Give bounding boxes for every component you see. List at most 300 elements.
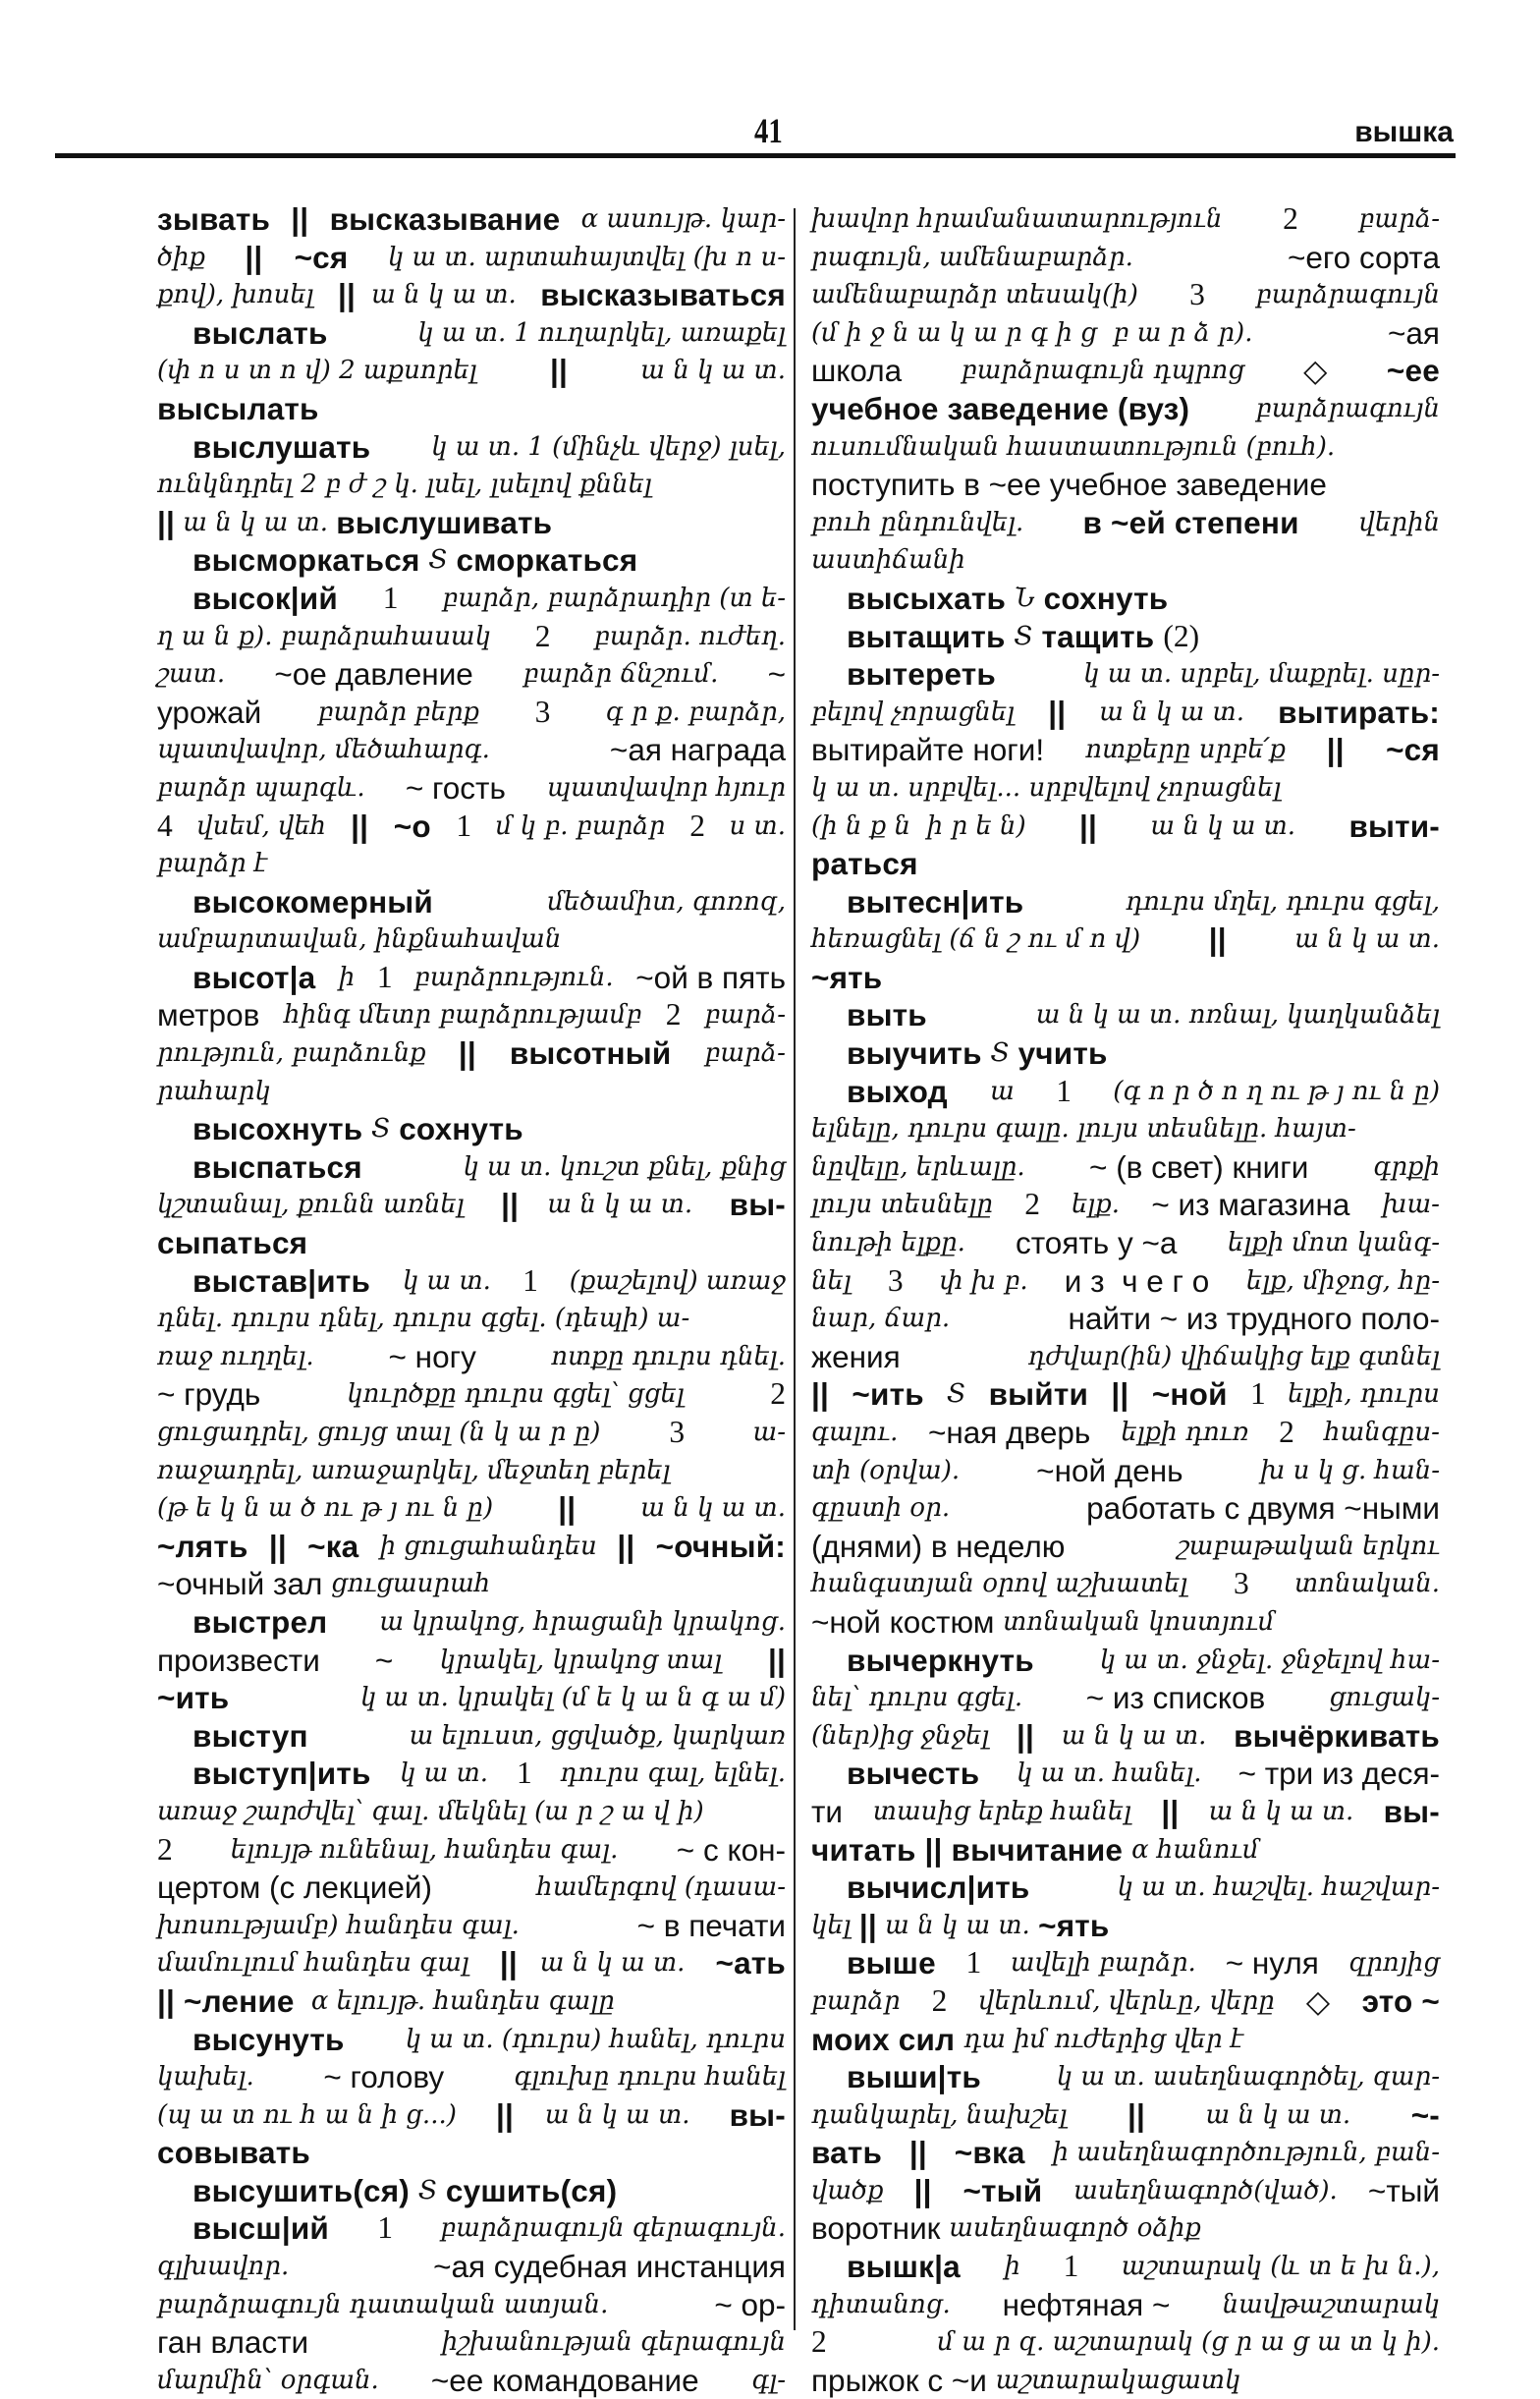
armenian-text: աշտարակ (և տ ե խ ն.), xyxy=(1121,2252,1440,2282)
armenian-text: ի ցուցահանդես xyxy=(379,1531,606,1561)
armenian-text: բելով չորացնել xyxy=(811,697,1023,727)
dictionary-line xyxy=(811,1148,1440,1187)
russian-text: ~ая судебная инстанция xyxy=(433,2249,786,2285)
dictionary-line xyxy=(811,428,1440,467)
armenian-text: բարձ- xyxy=(1358,204,1440,234)
dictionary-line xyxy=(811,1528,1440,1566)
dictionary-line xyxy=(157,428,786,467)
armenian-text: ռաջադրել, առաջարկել, մեջտեղ բերել xyxy=(157,1455,671,1485)
russian-text: 1 xyxy=(1056,1073,1079,1108)
page-number: 41 xyxy=(754,111,783,150)
russian-text: 1 xyxy=(456,808,479,843)
dictionary-line xyxy=(157,2248,786,2286)
russian-text: метров xyxy=(157,997,269,1033)
dictionary-line xyxy=(157,200,786,239)
headword-text: ~ление xyxy=(175,1982,303,2019)
dictionary-line xyxy=(157,2172,786,2210)
dictionary-line xyxy=(157,2134,786,2172)
dictionary-line xyxy=(157,694,786,732)
dictionary-line xyxy=(811,504,1440,542)
russian-text: ~тый xyxy=(1367,2172,1440,2208)
armenian-text: ա ն կ ա տ. xyxy=(632,356,786,386)
russian-text: 3 xyxy=(1189,277,1213,312)
dictionary-line xyxy=(157,1375,786,1414)
headword-text: || xyxy=(1208,921,1227,958)
armenian-text: ցուցակ- xyxy=(1329,1683,1440,1713)
armenian-text: րություն, բարձունք xyxy=(157,1038,434,1069)
armenian-text: մ ա ր զ. աշտարակ (ց ր ա ց ա տ կ ի). xyxy=(937,2327,1440,2358)
russian-text: 1 xyxy=(522,1262,546,1298)
dictionary-line xyxy=(811,2209,1440,2248)
armenian-text: (ներ)ից ջնջել xyxy=(811,1720,998,1751)
headword-text: выйти xyxy=(979,1376,1097,1413)
headword-text: || xyxy=(1161,1793,1180,1829)
russian-text: найти ~ из трудного поло- xyxy=(1068,1301,1440,1337)
dictionary-line xyxy=(811,1831,1440,1869)
armenian-text: ամբարտավան, ինքնահավան xyxy=(157,924,562,955)
headword-text: ~ной xyxy=(1142,1376,1237,1413)
russian-text: 1 xyxy=(377,2210,401,2246)
armenian-text: կշտանալ, քունն առնել xyxy=(157,1190,472,1220)
russian-text: ~ (в свет) книги xyxy=(1089,1148,1318,1185)
headword-text: высказывание xyxy=(320,201,570,237)
armenian-text: Տ xyxy=(417,2175,437,2205)
armenian-text: կ ա տ. սրբվել... սրբվելով չորացնել xyxy=(811,772,1282,803)
armenian-text: գրքի xyxy=(1373,1151,1440,1182)
russian-text: урожай xyxy=(157,694,271,730)
armenian-text: կ ա տ. կուշտ քնել, քնից xyxy=(463,1151,786,1182)
headword-text: выслушать xyxy=(192,428,380,465)
armenian-text: տոնական. xyxy=(1293,1569,1440,1599)
headword-text: высот|а xyxy=(192,959,325,995)
headword-text: выслушивать xyxy=(336,504,553,540)
dictionary-line xyxy=(811,655,1440,694)
headword-text: ~ка xyxy=(299,1528,368,1564)
headword-text: ~ся xyxy=(1377,732,1440,768)
headword-text: || xyxy=(913,2172,932,2208)
russian-text: ~ ногу xyxy=(388,1338,485,1374)
dictionary-line xyxy=(157,2096,786,2135)
russian-text: ~ной костюм xyxy=(811,1603,1004,1640)
dictionary-line xyxy=(811,1375,1440,1414)
headword-text: выстав|ить xyxy=(192,1262,380,1299)
dictionary-line xyxy=(811,883,1440,921)
armenian-text: բարձրագույն գերագույն. xyxy=(440,2213,786,2244)
dictionary-line xyxy=(157,731,786,769)
headword-text: высотный xyxy=(500,1035,681,1072)
dictionary-line xyxy=(811,996,1440,1034)
headword-text: ~ять xyxy=(811,959,883,995)
russian-text: ~ грудь xyxy=(157,1376,270,1413)
russian-text: 3 xyxy=(669,1415,692,1449)
dictionary-line xyxy=(157,2323,786,2362)
headword-text: ~вка xyxy=(945,2135,1034,2171)
armenian-text: խոսությամբ) հանդես գալ. xyxy=(157,1910,528,1940)
dictionary-line xyxy=(811,1414,1440,1452)
headword-text: ~тый xyxy=(954,2172,1052,2208)
armenian-text: կ ա տ. արտահայտվել (խ ո ս- xyxy=(379,242,786,272)
headword-text: || xyxy=(1111,1376,1129,1413)
headword-text: вычитание xyxy=(942,1831,1132,1868)
dictionary-line xyxy=(811,1262,1440,1301)
armenian-text: մեծամիտ, գոռոզ, xyxy=(547,886,786,917)
running-head: вышка xyxy=(1354,116,1454,148)
armenian-text: իշխանության գերագույն xyxy=(441,2327,786,2358)
dictionary-line xyxy=(157,580,786,618)
armenian-text: կ ա տ. հաշվել. հաշվար- xyxy=(1117,1872,1440,1903)
dictionary-line xyxy=(811,1338,1440,1376)
headword-text: || xyxy=(924,1831,943,1868)
armenian-text: հինգ մետր բարձրությամբ xyxy=(284,1000,650,1031)
russian-text: работать с двумя ~ными xyxy=(1086,1490,1440,1527)
armenian-text: բարձ- xyxy=(704,1038,786,1069)
headword-text: || xyxy=(157,1982,176,2019)
dictionary-line xyxy=(157,1755,786,1793)
russian-text: воротник xyxy=(811,2210,950,2247)
headword-text: вытащить xyxy=(847,618,1015,654)
dictionary-line xyxy=(157,1679,786,1717)
dictionary-line xyxy=(157,618,786,656)
armenian-text: նար, ճար. xyxy=(811,1304,959,1334)
headword-text: ~ить xyxy=(843,1376,933,1413)
armenian-text: (քաշելով) առաջ xyxy=(569,1265,786,1296)
armenian-text: րագույն, ամենաբարձր. xyxy=(811,242,1142,272)
column-divider xyxy=(794,208,796,2330)
headword-text: вычесть xyxy=(847,1756,989,1792)
dictionary-line xyxy=(157,1907,786,1945)
armenian-text: խա- xyxy=(1382,1190,1440,1220)
headword-text: || xyxy=(499,1945,518,1981)
armenian-text: նել՝ դուրս գցել. xyxy=(811,1683,1031,1713)
dictionary-line xyxy=(157,1148,786,1187)
armenian-text: ա ն կ ա տ. xyxy=(1287,924,1440,955)
russian-text: (днями) в неделю xyxy=(811,1528,1074,1564)
headword-text: выти- xyxy=(1348,808,1440,844)
armenian-text: գալու. xyxy=(811,1418,907,1447)
russian-text: 1 xyxy=(1250,1376,1274,1412)
armenian-text: կ ա տ. (դուրս) հանել, դուրս xyxy=(405,2024,786,2054)
armenian-text: շատ. xyxy=(157,659,234,690)
headword-text: вышк|а xyxy=(847,2249,969,2285)
headword-text: || xyxy=(157,504,176,540)
dictionary-line xyxy=(157,239,786,277)
armenian-text: (գ ո ր ծ ո ղ ու թ յ ու ն ը) xyxy=(1113,1076,1440,1106)
russian-text: 2 xyxy=(689,808,713,843)
armenian-text: կ ա տ. սրբել, մաքրել. սըր- xyxy=(1083,659,1440,690)
headword-text: || xyxy=(858,1907,877,1943)
dictionary-line xyxy=(157,1338,786,1376)
dictionary-line xyxy=(157,314,786,353)
armenian-text: վածք xyxy=(811,2175,892,2205)
armenian-text: ի xyxy=(338,962,363,992)
armenian-text: րահարկ xyxy=(157,1076,271,1106)
armenian-text: մ կ բ. բարձր xyxy=(495,810,674,841)
headword-text: моих сил xyxy=(811,2021,964,2057)
russian-text: ~ нуля xyxy=(1225,1945,1328,1981)
russian-text: ~ое давление xyxy=(274,656,482,693)
armenian-text: գըստի օր. xyxy=(811,1493,959,1524)
dictionary-line xyxy=(811,2096,1440,2135)
dictionary-line xyxy=(811,921,1440,959)
armenian-text: կ ա տ. ջնջել. ջնջելով հա- xyxy=(1099,1645,1440,1675)
russian-text: 3 xyxy=(1233,1566,1257,1601)
dictionary-line xyxy=(157,921,786,959)
dictionary-line xyxy=(811,239,1440,277)
headword-text: ~о xyxy=(384,808,440,844)
dictionary-line xyxy=(811,580,1440,618)
dictionary-line xyxy=(811,1793,1440,1831)
armenian-text: ցուցադրել, ցույց տալ (ն կ ա ր ը) xyxy=(157,1418,609,1447)
dictionary-line xyxy=(811,1452,1440,1490)
armenian-text: ուսումնական հաստատություն (բուհ). xyxy=(811,431,1336,462)
headword-text: вычисл|ить xyxy=(847,1869,1039,1906)
armenian-text: կ ա տ. 1 ուղարկել, առաքել xyxy=(410,317,786,348)
dictionary-line xyxy=(811,352,1440,390)
headword-text: выть xyxy=(847,997,936,1033)
dictionary-line xyxy=(157,2209,786,2248)
armenian-text: դնել. դուրս դնել, դուրս գցել. (դեպի) ա- xyxy=(157,1304,690,1334)
dictionary-line xyxy=(157,1034,786,1073)
dictionary-line xyxy=(811,1679,1440,1717)
armenian-text: ի ասեղնագործություն, բան- xyxy=(1052,2138,1440,2168)
russian-text: 2 xyxy=(665,997,689,1032)
headword-text: высморкаться xyxy=(192,542,429,579)
armenian-text: աշտարակացատկ xyxy=(995,2365,1241,2395)
headword-text: сушить(ся) xyxy=(436,2172,618,2208)
russian-text: 1 xyxy=(376,959,401,994)
russian-text: и з ч е г о xyxy=(1064,1262,1219,1299)
armenian-text: ա ն կ ա տ. xyxy=(1197,2099,1359,2130)
armenian-text: համերգով (դասա- xyxy=(536,1872,786,1903)
armenian-text: բարձր ճնշում. xyxy=(522,659,727,690)
dictionary-line xyxy=(157,1186,786,1224)
dictionary-line xyxy=(157,808,786,846)
armenian-text: բարձր է xyxy=(157,849,268,879)
russian-text: жения xyxy=(811,1338,909,1374)
armenian-text: ասեղնագործ օձիք xyxy=(949,2213,1201,2244)
dictionary-line xyxy=(157,1565,786,1603)
armenian-text: բարձր պարգև. xyxy=(157,772,373,803)
headword-text: вычеркнуть xyxy=(847,1642,1043,1678)
dictionary-line xyxy=(811,200,1440,239)
armenian-text: տոնական կոստյում xyxy=(1003,1606,1275,1637)
dictionary-line xyxy=(157,959,786,997)
dictionary-line xyxy=(811,2286,1440,2324)
armenian-text: հանգստյան օրով աշխատել xyxy=(811,1569,1196,1599)
dictionary-line xyxy=(157,1944,786,1982)
headword-text: || xyxy=(908,2135,927,2171)
armenian-text: կ ա տ. ասեղնագործել, զար- xyxy=(1056,2062,1440,2092)
russian-text: ~ной день xyxy=(1036,1452,1192,1488)
armenian-text: նել xyxy=(811,1265,860,1296)
russian-text: ~ три из деся- xyxy=(1238,1756,1440,1792)
dictionary-line xyxy=(811,1603,1440,1642)
headword-text: сыпаться xyxy=(157,1225,308,1261)
dictionary-line xyxy=(811,2021,1440,2059)
armenian-text: զրոյից xyxy=(1348,1948,1440,1979)
dictionary-line xyxy=(811,1224,1440,1262)
armenian-text: ելք, միջոց, հը- xyxy=(1245,1265,1440,1296)
dictionary-line xyxy=(157,1528,786,1566)
armenian-text: փ խ բ. xyxy=(939,1265,1036,1296)
armenian-text: կրակել, կրակոց տալ xyxy=(439,1645,731,1675)
headword-text: || xyxy=(1326,732,1345,768)
dictionary-line xyxy=(811,845,1440,883)
russian-text: школа xyxy=(811,353,910,389)
armenian-text: դա իմ ուժերից վեր է xyxy=(963,2024,1244,2054)
headword-text: сохнуть xyxy=(390,1111,523,1147)
russian-text: ~ голову xyxy=(323,2059,453,2095)
dictionary-line xyxy=(811,276,1440,314)
dictionary-line xyxy=(157,769,786,808)
armenian-text: ա ն կ ա տ. xyxy=(371,280,525,310)
dictionary-line xyxy=(811,466,1440,504)
armenian-text: ավելի բարձր. xyxy=(1010,1948,1205,1979)
armenian-text: բարձր, բարձրադիր (տ ե- xyxy=(442,583,786,613)
headword-text: раться xyxy=(811,846,918,882)
russian-text: ◇ xyxy=(1303,353,1337,389)
headword-text: вытирать: xyxy=(1278,694,1440,730)
armenian-text: ա ն կ ա տ. xyxy=(1053,1720,1215,1751)
headword-text: вы- xyxy=(729,2096,786,2133)
headword-text: вытереть xyxy=(847,656,1005,693)
dictionary-line xyxy=(157,2286,786,2324)
russian-text: ~его сорта xyxy=(1287,239,1440,275)
armenian-text: բուհ ընդունվել. xyxy=(811,507,1032,537)
russian-text: 2 xyxy=(1283,201,1306,236)
headword-text: || xyxy=(549,353,569,389)
dictionary-line xyxy=(811,1755,1440,1793)
dictionary-line xyxy=(157,466,786,504)
right-column xyxy=(811,200,1440,2399)
dictionary-line xyxy=(811,769,1440,808)
headword-text: вать xyxy=(811,2135,892,2171)
russian-text: ~ в печати xyxy=(636,1907,786,1943)
dictionary-line xyxy=(811,1489,1440,1528)
dictionary-line xyxy=(811,1642,1440,1680)
dictionary-line xyxy=(157,1414,786,1452)
russian-text: ~очный зал xyxy=(157,1566,332,1602)
armenian-text: ելքի դուռ xyxy=(1121,1418,1257,1447)
headword-text: учить xyxy=(1009,1035,1108,1072)
armenian-text: ելք. xyxy=(1071,1190,1128,1220)
armenian-text: կել xyxy=(811,1910,859,1940)
armenian-text: հեռացնել (ճ ն շ ու մ ո վ) xyxy=(811,924,1149,955)
armenian-text: նավթաշտարակ xyxy=(1222,2289,1440,2319)
armenian-text: դուրս մղել, դուրս գցել, xyxy=(1126,886,1440,917)
dictionary-line xyxy=(157,1642,786,1680)
dictionary-line xyxy=(811,2134,1440,2172)
armenian-text: դժվար(ին) վիճակից ելք գտնել xyxy=(1027,1341,1440,1371)
dictionary-line xyxy=(157,276,786,314)
headword-text: || xyxy=(458,1035,476,1072)
dictionary-line xyxy=(811,618,1440,656)
russian-text: ◇ xyxy=(1305,1982,1339,2019)
headword-text: || xyxy=(501,1187,520,1223)
armenian-text: քով), խոսել xyxy=(157,280,322,310)
dictionary-line xyxy=(157,996,786,1034)
dictionary-line xyxy=(811,1034,1440,1073)
armenian-text: ծիք xyxy=(157,242,214,272)
headword-text: ~очный: xyxy=(646,1528,786,1564)
armenian-text: (մ ի ջ ն ա կ ա ր գ ի ց բ ա ր ձ ր). xyxy=(811,317,1261,348)
russian-text: (2) xyxy=(1163,618,1200,653)
headword-text: высказываться xyxy=(540,277,786,313)
dictionary-line xyxy=(811,2058,1440,2096)
armenian-text: ա ն կ ա տ. xyxy=(539,1948,693,1979)
dictionary-line xyxy=(157,1982,786,2021)
headword-text: высохнуть xyxy=(192,1111,372,1147)
armenian-text: (թ ե կ ն ա ծ ու թ յ ու ն ը) xyxy=(157,1493,502,1524)
dictionary-line xyxy=(811,541,1440,580)
armenian-text: ա կրակոց, հրացանի կրակոց. xyxy=(379,1606,786,1637)
russian-text: нефтяная ~ xyxy=(1002,2286,1180,2322)
dictionary-line xyxy=(811,1907,1440,1945)
russian-text: 2 xyxy=(534,618,559,653)
armenian-text: առաջ շարժվել՝ գալ. մեկնել (ա ր շ ա վ ի) xyxy=(157,1796,704,1826)
dictionary-line xyxy=(157,655,786,694)
russian-text: ~ с кон- xyxy=(676,1831,786,1868)
headword-text: высш|ий xyxy=(192,2210,338,2247)
dictionary-line xyxy=(811,2248,1440,2286)
dictionary-line xyxy=(811,1982,1440,2021)
dictionary-line xyxy=(157,1110,786,1148)
armenian-text: կ ա տ. xyxy=(402,1265,500,1296)
russian-text: произвести xyxy=(157,1642,329,1678)
headword-text: сморкаться xyxy=(447,542,638,579)
dictionary-line xyxy=(811,2323,1440,2362)
headword-text: в ~ей степени xyxy=(1082,504,1308,540)
russian-text: ~ая награда xyxy=(609,732,786,768)
armenian-text: բարձրագույն դատական ատյան. xyxy=(157,2289,617,2319)
headword-text: ~лять xyxy=(157,1528,257,1564)
headword-text: высыхать xyxy=(847,580,1016,616)
dictionary-line xyxy=(811,2362,1440,2399)
headword-text: || xyxy=(291,201,309,237)
armenian-text: մամուլում հանդես գալ xyxy=(157,1948,478,1979)
armenian-text: Տ xyxy=(1014,621,1033,651)
dictionary-line xyxy=(157,1073,786,1111)
armenian-text: (փ ո ս տ ո վ) 2 աքսորել xyxy=(157,356,485,386)
russian-text: 4 xyxy=(157,808,181,843)
dictionary-line xyxy=(157,1717,786,1756)
russian-text: вытирайте ноги! xyxy=(811,732,1053,768)
header-rule xyxy=(55,153,1456,158)
headword-text: || xyxy=(617,1528,635,1564)
russian-text: ~ гость xyxy=(405,769,515,806)
headword-text: ~ее xyxy=(1386,353,1440,389)
headword-text: выспаться xyxy=(192,1148,371,1185)
headword-text: || xyxy=(351,808,369,844)
headword-text: ~ить xyxy=(157,1680,239,1716)
dictionary-line xyxy=(157,2362,786,2399)
headword-text: || xyxy=(337,277,357,313)
armenian-text: դուրս գալ, ելնել. xyxy=(560,1758,786,1789)
headword-text: ~- xyxy=(1410,2096,1440,2133)
russian-text: ~ из списков xyxy=(1085,1680,1274,1716)
armenian-text: ելույթ ունենալ, հանդես գալ. xyxy=(230,1834,627,1865)
armenian-text: շաբաթական երկու xyxy=(1177,1531,1440,1561)
dictionary-line xyxy=(157,1603,786,1642)
headword-text: выше xyxy=(847,1945,945,1981)
armenian-text: ա ն կ ա տ. xyxy=(547,1190,701,1220)
armenian-text: ա xyxy=(990,1076,1022,1106)
armenian-text: ասեղնագործ(ված). xyxy=(1073,2175,1347,2205)
russian-text: 1 xyxy=(516,1756,540,1791)
dictionary-line xyxy=(811,1300,1440,1338)
dictionary-line xyxy=(157,541,786,580)
armenian-text: ղ ա ն ք). բարձրահասակ xyxy=(157,621,500,651)
